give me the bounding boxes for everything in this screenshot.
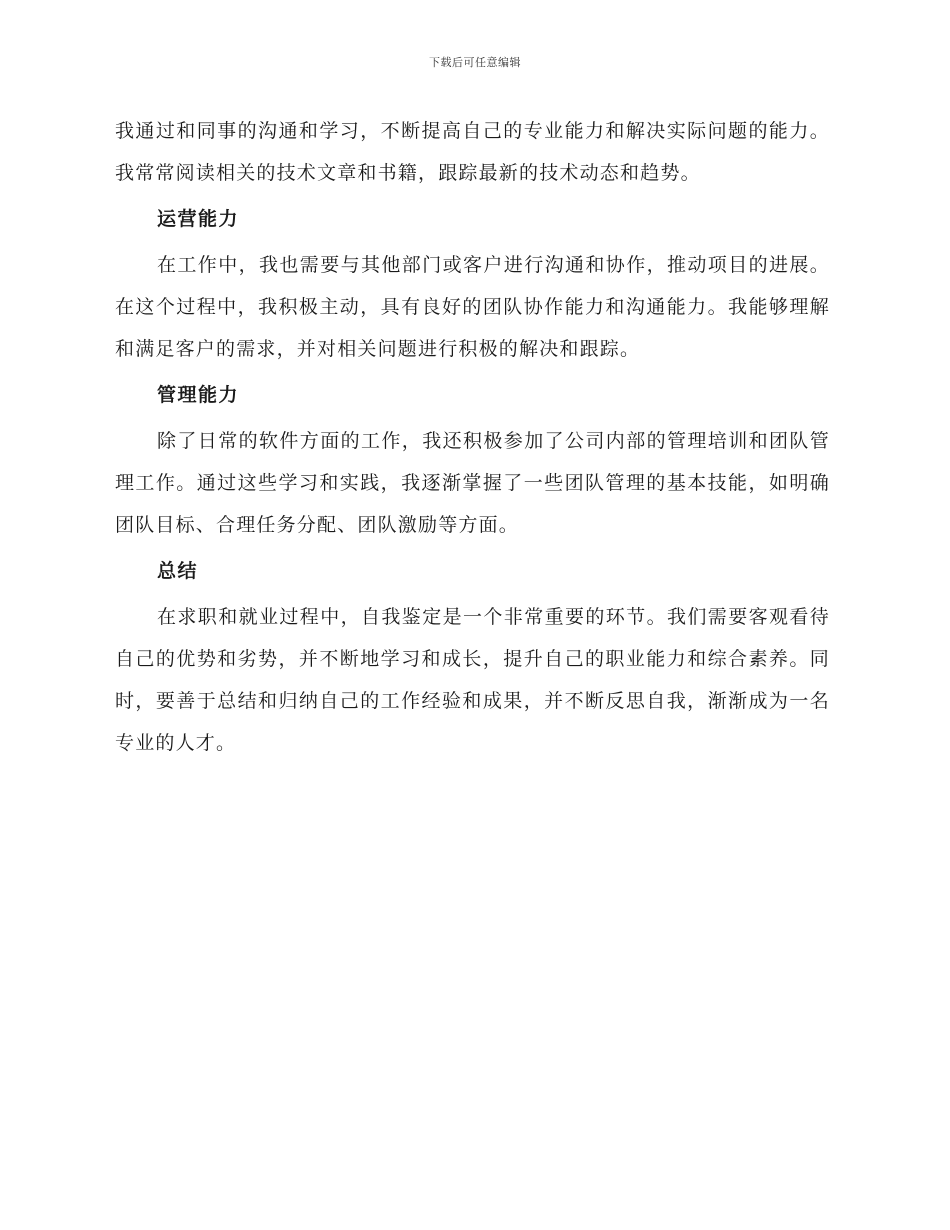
header-note: 下载后可任意编辑 bbox=[429, 56, 521, 69]
section-body-management: 除了日常的软件方面的工作，我还积极参加了公司内部的管理培训和团队管理工作。通过这些学习和实践，我逐渐掌握了一些团队管理的基本技能，如明确团队目标、合理任务分配、团队激励等方面。 bbox=[115, 430, 830, 536]
section-heading-management: 管理能力 bbox=[157, 384, 240, 406]
section-heading-summary: 总结 bbox=[157, 560, 199, 582]
intro-paragraph: 我通过和同事的沟通和学习，不断提高自己的专业能力和解决实际问题的能力。我常常阅读相关的技术文章和书籍，跟踪最新的技术动态和趋势。 bbox=[115, 120, 830, 184]
section-body-operations: 在工作中，我也需要与其他部门或客户进行沟通和协作，推动项目的进展。在这个过程中，我积极主动，具有良好的团队协作能力和沟通能力。我能够理解和满足客户的需求，并对相关问题进行积极的解决和跟踪。 bbox=[115, 254, 830, 360]
section-body-summary: 在求职和就业过程中，自我鉴定是一个非常重要的环节。我们需要客观看待自己的优势和劣势，并不断地学习和成长，提升自己的职业能力和综合素养。同时，要善于总结和归纳自己的工作经验和成果，并不断反思自我，渐渐成为一名专业的人才。 bbox=[115, 606, 830, 754]
document-body bbox=[115, 110, 830, 764]
section-heading-operations: 运营能力 bbox=[157, 208, 240, 230]
